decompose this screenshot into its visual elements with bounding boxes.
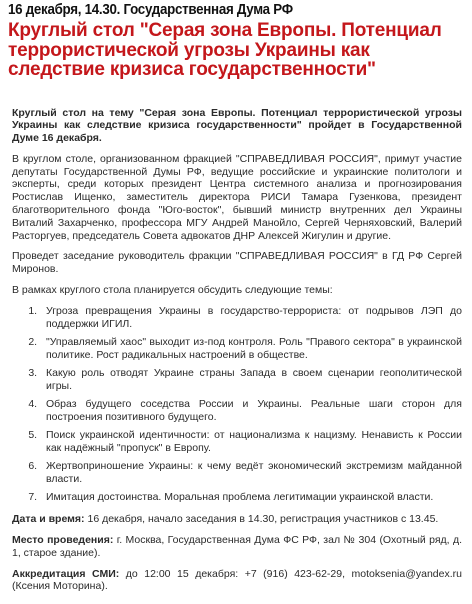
- article-body: [8, 107, 464, 594]
- datetime-value: 16 декабря, начало заседания в 14.30, регистрация участников с 13.45.: [87, 513, 439, 526]
- topics-list: [12, 305, 462, 504]
- venue-label: Место проведения:: [12, 534, 114, 547]
- article-dateline: 16 декабря, 14.30. Государственная Дума РФ: [8, 2, 293, 18]
- accreditation-info: [12, 568, 462, 594]
- datetime-info: [12, 513, 462, 526]
- venue-info: [12, 534, 462, 560]
- topic-item: 5. Поиск украинской идентичности: от национализма к нацизму. Ненависть к России как надёжный "пропуск" в Европу.: [40, 429, 462, 455]
- datetime-label: Дата и время:: [12, 513, 85, 526]
- topic-item: 4. Образ будущего соседства России и Украины. Реальные шаги сторон для построения позитивного будущего.: [40, 398, 462, 424]
- accreditation-label: Аккредитация СМИ:: [12, 567, 120, 580]
- article-lead: Круглый стол на тему "Серая зона Европы. Потенциал террористической угрозы Украины как следствие кризиса государственности" пройдет в Государственной Думе 16 декабря.: [12, 106, 462, 145]
- participants-paragraph: В круглом столе, организованном фракцией "СПРАВЕДЛИВАЯ РОССИЯ", примут участие депутаты Государственной Думы РФ, ведущие российские и украинские политологи и эксперты, среди которых президент Центра системного анализа и прогнозирования Ростислав Ищенко, заместитель директора РИСИ Тамара Гузенкова, президент благотворительного фонда "Юго-восток", бывший министр внутренних дел Украины Виталий Захарченко, профессора МГУ Андрей Манойло, Сергей Черняховский, Валерий Расторгуев, председатель Совета адвокатов ДНР Алексей Жигулин и другие.: [12, 152, 462, 242]
- article-title: Круглый стол "Серая зона Европы. Потенциал террористической угрозы Украины как следствие кризиса государственности": [8, 20, 442, 80]
- topics-intro: В рамках круглого стола планируется обсудить следующие темы:: [12, 284, 333, 297]
- topic-item: 7. Имитация достоинства. Моральная проблема легитимации украинской власти.: [40, 491, 462, 504]
- topic-item: 6. Жертвоприношение Украины: к чему ведёт экономический экстремизм майданной власти.: [40, 460, 462, 486]
- topic-item: 2. "Управляемый хаос" выходит из-под контроля. Роль "Правого сектора" в украинской политике. Рост радикальных настроений в обществе.: [40, 336, 462, 362]
- moderator-paragraph: Проведет заседание руководитель фракции "СПРАВЕДЛИВАЯ РОССИЯ" в ГД РФ Сергей Миронов.: [12, 250, 462, 276]
- venue-value: г. Москва, Государственная Дума ФС РФ, зал № 304 (Охотный ряд, д. 1, старое здание).: [12, 534, 462, 559]
- topic-item: 1. Угроза превращения Украины в государство-террориста: от подрывов ЛЭП до поддержки ИГИЛ.: [40, 305, 462, 331]
- topic-item: 3. Какую роль отводят Украине страны Запада в своем сценарии геополитической игры.: [40, 367, 462, 393]
- accreditation-value: до 12:00 15 декабря: +7 (916) 423-62-29, motoksenia@yandex.ru (Ксения Моторина).: [12, 567, 462, 593]
